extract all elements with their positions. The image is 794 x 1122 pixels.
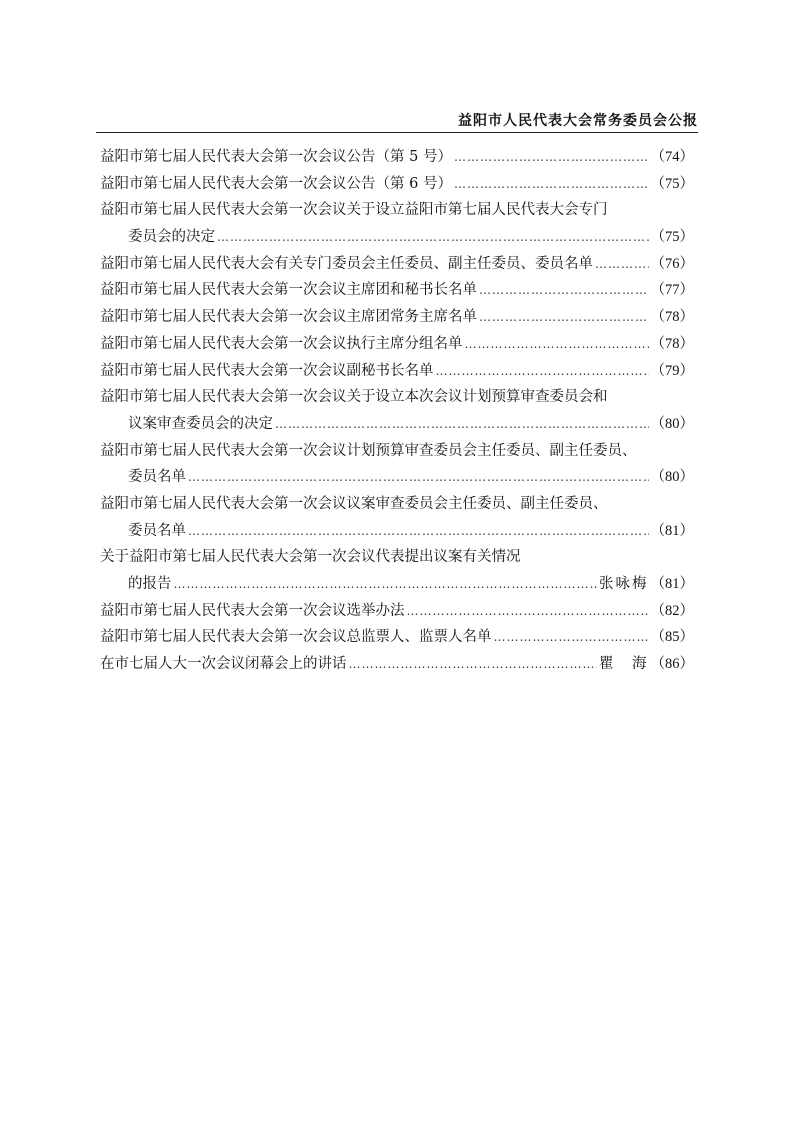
toc-entry-title: 益阳市第七届人民代表大会第一次会议主席团和秘书长名单 [100,282,477,299]
toc-entry-title: 关于益阳市第七届人民代表大会第一次会议代表提出议案有关情况 [100,549,521,566]
toc-entry[interactable] [100,358,694,385]
toc-entry-title: 益阳市第七届人民代表大会第一次会议公告（第 6 号） [100,175,452,192]
toc-entry-title: 益阳市第七届人民代表大会第一次会议选举办法 [100,602,405,619]
dot-leader [479,304,649,331]
dot-leader [349,651,598,678]
toc-entry-title: 益阳市第七届人民代表大会第一次会议公告（第 5 号） [100,149,452,165]
toc-entry-title: 益阳市第七届人民代表大会第一次会议总监票人、监票人名单 [100,629,492,646]
toc-entry-title: 益阳市第七届人民代表大会第一次会议关于设立益阳市第七届人民代表大会专门 [100,202,608,219]
dot-leader [454,144,649,171]
toc-entry[interactable] [100,624,694,651]
toc-entry-title: 益阳市第七届人民代表大会第一次会议关于设立本次会议计划预算审查委员会和 [100,389,608,406]
toc-page-number: （75） [650,175,694,192]
header-divider [96,132,698,133]
toc-page-number: （77） [650,282,694,299]
toc-entry-title: 的报告 [128,576,172,592]
toc-entry-title: 益阳市第七届人民代表大会第一次会议计划预算审查委员会主任委员、副主任委员、 [100,442,637,459]
toc-entry[interactable] [100,598,694,625]
toc-line [100,331,694,358]
dot-leader [479,277,649,304]
toc-entry-title: 益阳市第七届人民代表大会第一次会议执行主席分组名单 [100,335,463,352]
dot-leader [275,411,649,438]
toc-entry[interactable] [100,251,694,278]
toc-entry[interactable] [100,651,694,678]
toc-line [100,171,694,198]
toc-entry-title: 益阳市第七届人民代表大会有关专门委员会主任委员、副主任委员、委员名单 [100,255,593,272]
toc-line [100,384,694,411]
toc-page-number: （75） [650,229,694,246]
dot-leader [217,224,649,251]
toc-page-number: （80） [650,415,694,432]
toc-page-number: （79） [650,362,694,379]
toc-page-number: （82） [650,602,694,619]
toc-entry-author: 瞿 海 [599,656,649,673]
dot-leader [595,251,649,278]
bulletin-header-title: 益阳市人民代表大会常务委员会公报 [458,113,698,129]
toc-line [100,144,694,171]
toc-page-number: （81） [650,522,694,539]
toc-entry[interactable] [100,304,694,331]
toc-page-number: （78） [650,335,694,352]
toc-line [100,598,694,625]
toc-line [100,358,694,385]
toc-entry[interactable] [100,331,694,358]
dot-leader [494,624,649,651]
toc-entry[interactable] [100,277,694,304]
toc-line [100,518,694,545]
toc-line [100,277,694,304]
dot-leader [188,518,649,545]
dot-leader [436,358,649,385]
toc-page-number: （76） [650,255,694,272]
toc-entry[interactable] [100,144,694,171]
toc-line [100,464,694,491]
toc-line [100,224,694,251]
toc-line [100,251,694,278]
toc-page-number: （81） [650,576,694,592]
toc-entry-title: 益阳市第七届人民代表大会第一次会议主席团常务主席名单 [100,309,477,326]
toc-page-number: （86） [650,656,694,673]
dot-leader [454,171,649,198]
dot-leader [174,571,598,598]
toc-entry[interactable] [100,544,694,597]
toc-line [100,544,694,571]
toc-entry-title: 益阳市第七届人民代表大会第一次会议副秘书长名单 [100,362,434,379]
dot-leader [465,331,649,358]
toc-line [100,651,694,678]
toc-entry[interactable] [100,438,694,491]
toc-entry-title: 委员会的决定 [128,229,215,246]
toc-entry[interactable] [100,384,694,437]
toc-entry-title: 在市七届人大一次会议闭幕会上的讲话 [100,656,347,673]
toc-page-number: （74） [650,149,694,165]
toc-line [100,438,694,465]
toc-line [100,491,694,518]
toc-entry[interactable] [100,171,694,198]
dot-leader [188,464,649,491]
toc-entry[interactable] [100,197,694,250]
toc-entry-title: 益阳市第七届人民代表大会第一次会议议案审查委员会主任委员、副主任委员、 [100,495,608,512]
toc-line [100,411,694,438]
toc-entry-author: 张咏梅 [599,576,649,592]
toc-page-number: （85） [650,629,694,646]
toc-line [100,624,694,651]
toc-page-number: （78） [650,309,694,326]
toc-line [100,571,694,598]
toc-entry-title: 议案审查委员会的决定 [128,415,273,432]
toc-line [100,304,694,331]
table-of-contents [100,144,694,678]
toc-line [100,197,694,224]
dot-leader [407,598,649,625]
toc-entry-title: 委员名单 [128,522,186,539]
toc-entry-title: 委员名单 [128,469,186,486]
toc-entry[interactable] [100,491,694,544]
toc-page-number: （80） [650,469,694,486]
